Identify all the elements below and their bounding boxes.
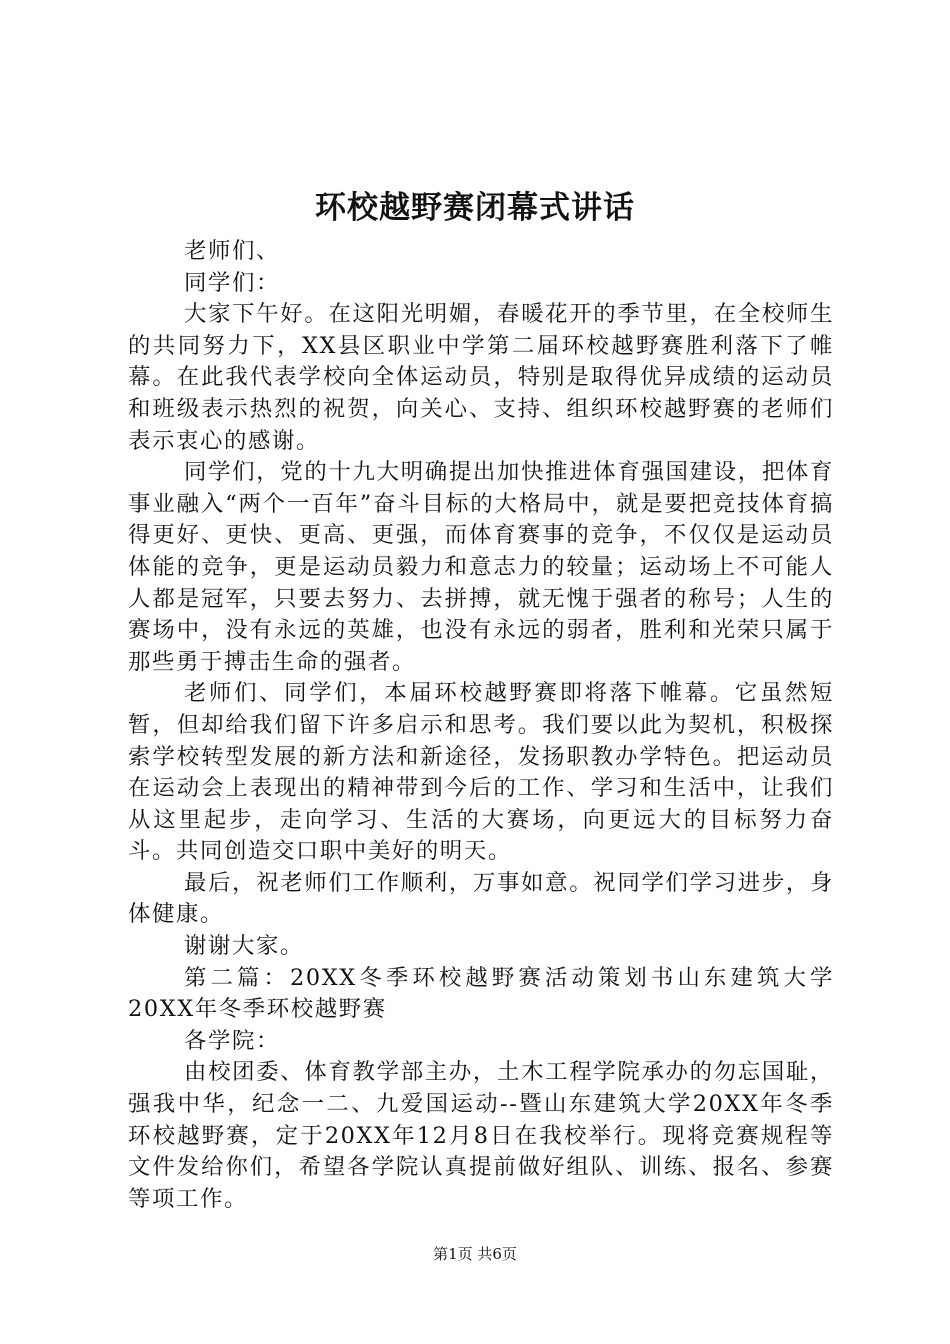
paragraph-best-wishes: 最后，祝老师们工作顺利，万事如意。祝同学们学习进步，身体健康。 (128, 869, 834, 928)
paragraph-thanks: 谢谢大家。 (184, 933, 304, 960)
paragraph-greeting: 大家下午好。在这阳光明媚，春暖花开的季节里，在全校师生的共同努力下，XX县区职业中学第二届环校越野赛胜利落下了帷幕。在此我代表学校向全体运动员，特别是取得优异成绩的运动员和班级表示热烈的祝贺，向关心、支持、组织环校越野赛的老师们表示衷心的感谢。 (128, 301, 834, 454)
paragraph-event-notice: 由校团委、体育教学部主办，土木工程学院承办的勿忘国耻，强我中华，纪念一二、九爱国运动--暨山东建筑大学20XX年冬季环校越野赛，定于20XX年12月8日在我校举行。现将竞赛规程等文件发给你们，希望各学院认真提前做好组队、训练、报名、参赛等项工作。 (128, 1059, 834, 1212)
page-number-footer: 第1页 共6页 (433, 1245, 517, 1263)
salutation-teachers: 老师们、 (184, 238, 280, 264)
section-heading-part-two: 第二篇：20XX冬季环校越野赛活动策划书山东建筑大学20XX年冬季环校越野赛 (128, 964, 834, 1023)
document-body (128, 236, 834, 1215)
salutation-colleges: 各学院： (184, 1027, 280, 1054)
page-title: 环校越野赛闭幕式讲话 (315, 190, 635, 226)
salutation-students: 同学们： (184, 269, 280, 296)
paragraph-sports-spirit: 同学们，党的十九大明确提出加快推进体育强国建设，把体育事业融入“两个一百年”奋斗目标的大格局中，就是要把竞技体育搞得更好、更快、更高、更强，而体育赛事的竞争，不仅仅是运动员体能的竞争，更是运动员毅力和意志力的较量；运动场上不可能人人都是冠军，只要去努力、去拼搏，就无愧于强者的称号；人生的赛场中，没有永远的英雄，也没有永远的弱者，胜利和光荣只属于那些勇于搏击生命的强者。 (128, 459, 834, 675)
paragraph-closing-remarks: 老师们、同学们，本届环校越野赛即将落下帷幕。它虽然短暂，但却给我们留下许多启示和思考。我们要以此为契机，积极探索学校转型发展的新方法和新途径，发扬职教办学特色。把运动员在运动会上表现出的精神带到今后的工作、学习和生活中，让我们从这里起步，走向学习、生活的大赛场，向更远大的目标努力奋斗。共同创造交口职中美好的明天。 (128, 680, 834, 865)
